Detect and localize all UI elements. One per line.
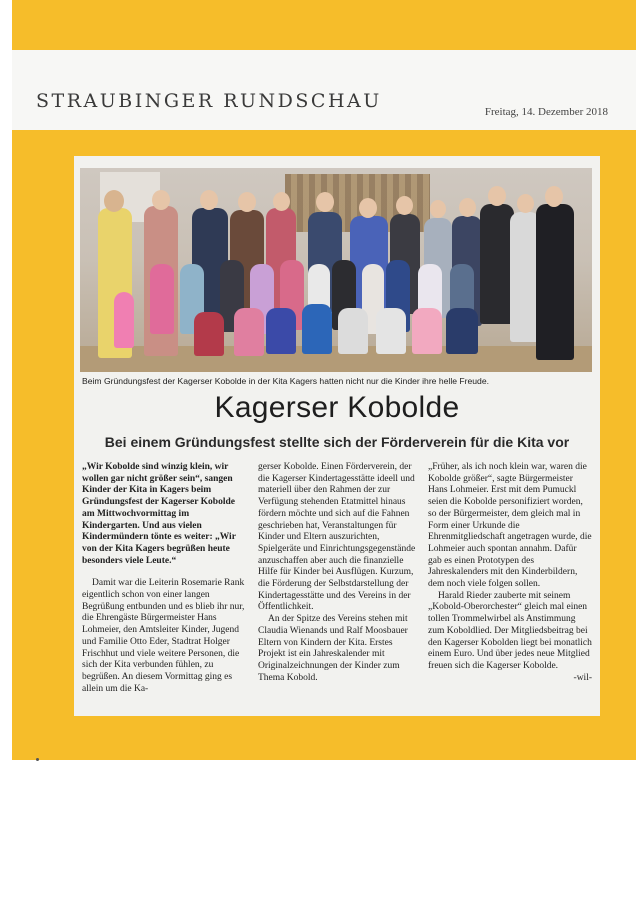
photo-child — [376, 308, 406, 354]
article-paragraph: gerser Kobolde. Einen Förderverein, der die Kagerser Kindertagesstätte ideell und materiell über den Rahmen der zur Verfügung stehenden Etatmittel hinaus fördern möchte und sich auf die Fahnen geschrieben hat, Veranstaltungen für Kinder und Eltern auszurichten, Spielgeräte und Einrichtungsgegenstände anzuschaffen aber auch die finanzielle Hilfe für Kinder bei Ausflügen. Kurzum, die Förderung der Selbstdarstellung der Kindertagesstätte und des Vereins in der Öffentlichkeit. — [258, 462, 416, 613]
photo-child — [266, 308, 296, 354]
photo-person — [536, 204, 574, 360]
scan-speck — [36, 758, 39, 761]
article-paragraph: Damit war die Leiterin Rosemarie Rank eigentlich schon von einer langen Begrüßung entbunden und es blieb ihr nur, die Ehrengäste Bürgermeister Hans Lohmeier, den Amtsleiter Kinder, Jugend und Familie Otto Eder, Stadtrat Holger Frischhut und viele weitere Personen, die sich der Kita verbunden fühlen, zu begrüßen. An diesem Vormittag ging es allein um die Ka- — [82, 578, 245, 694]
article-paragraph: Harald Rieder zauberte mit seinem „Kobold-Oberorchester“ gleich mal einen tollen Trommelwirbel als Anstimmung zum Koboldlied. Der Mitgliedsbeitrag bei den Kagerser Kobolden liegt bei monatlich einem Euro. Und über jedes neue Mitglied freuen sich die Kagerser Kobolde. — [428, 590, 592, 671]
photo-head — [459, 198, 476, 217]
article-lead: „Wir Kobolde sind winzig klein, wir wollen gar nicht größer sein“, sangen Kinder der Kita in Kagers beim Gründungsfest der Kagerser Kobolde am Mittwochvormittag im Kindergarten. Und aus vielen Kindermündern tönte es weiter: „Wir von der Kita Kagers begrüßen heute besonders viele Leute.“ — [82, 462, 236, 566]
article-subheadline: Bei einem Gründungsfest stellte sich der Förderverein für die Kita vor — [104, 434, 570, 450]
photo-head — [152, 190, 170, 210]
author-signature: -wil- — [573, 672, 592, 683]
issue-date: Freitag, 14. Dezember 2018 — [484, 106, 608, 118]
group-photo — [80, 168, 592, 372]
photo-child — [412, 308, 442, 354]
photo-child — [234, 308, 264, 356]
newspaper-masthead: STRAUBINGER RUNDSCHAU — [36, 90, 382, 112]
article-paragraph: An der Spitze des Vereins stehen mit Claudia Wienands und Ralf Moosbauer Eltern von Kindern der Kita. Erstes Projekt ist ein Jahreskalender mit Originalzeichnungen der Kinder zum Thema Kobold. — [258, 614, 408, 683]
photo-child — [150, 264, 174, 334]
article-column-3 — [428, 462, 592, 684]
photo-head — [396, 196, 413, 215]
photo-head — [545, 186, 563, 207]
article-headline: Kagerser Kobolde — [214, 391, 460, 424]
photo-head — [488, 186, 506, 206]
photo-head — [517, 194, 534, 213]
photo-child — [338, 308, 368, 354]
photo-head — [430, 200, 446, 218]
photo-person — [480, 204, 514, 324]
photo-caption: Beim Gründungsfest der Kagerser Kobolde in der Kita Kagers hatten nicht nur die Kinder ihre helle Freude. — [82, 376, 490, 386]
photo-child — [302, 304, 332, 354]
photo-head — [316, 192, 334, 212]
photo-child — [194, 312, 224, 356]
photo-head — [238, 192, 256, 212]
article-column-1 — [82, 462, 246, 695]
photo-head — [273, 192, 290, 211]
photo-head — [104, 190, 124, 212]
photo-head — [200, 190, 218, 210]
photo-child — [446, 308, 478, 354]
photo-child — [114, 292, 134, 348]
article-paragraph: „Früher, als ich noch klein war, waren die Kobolde größer“, sagte Bürgermeister Hans Lohmeier. Erst mit dem Pumuckl seien die Kobolde personifiziert worden, so der Bürgermeister, dem gleich mal in Form einer Urkunde die Ehrenmitgliedschaft angetragen wurde, die Lohmeier auch spontan annahm. Dafür gab es einen Prototypen des Jahreskalenders mit den Kinderbildern, dem noch viele folgen sollen. — [428, 462, 592, 590]
article-column-2 — [258, 462, 422, 684]
photo-head — [359, 198, 377, 218]
